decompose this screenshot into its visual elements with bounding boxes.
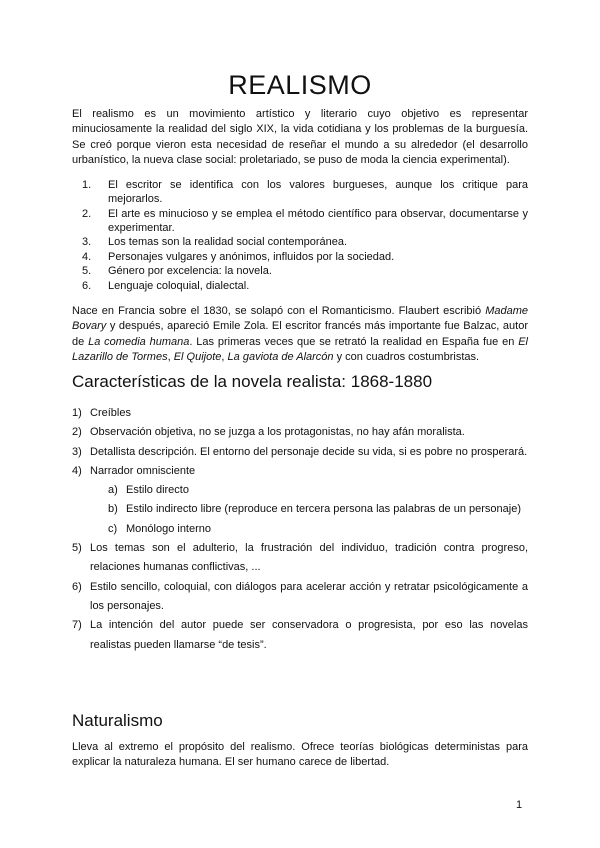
list-item-number: 3) [72,445,82,458]
list-item-number: 6) [72,580,82,593]
page-title: REALISMO [228,70,372,100]
list-item-number: 4) [72,464,82,477]
list-item-text: El arte es minucioso y se emplea el método científico para observar, documentarse y experimentar. [108,207,528,234]
list-item [72,616,528,655]
list-item [72,404,528,423]
sublist-item [90,500,528,519]
list-item [72,178,528,206]
origin-text: . Las primeras veces que se retrató la realidad en España fue en [189,335,519,348]
origin-text: , [221,351,228,364]
page-number: 1 [516,799,523,811]
sublist-item [90,520,528,539]
list-item-text: La intención del autor puede ser conservadora o progresista, por eso las novelas realistas pueden llamarse “de tesis”. [90,619,528,651]
sublist-item-letter: c) [108,522,118,535]
origin-text: , [167,351,174,364]
naturalismo-paragraph: Lleva al extremo el propósito del realismo. Ofrece teorías biológicas deterministas para explicar la naturaleza humana. El ser humano carece de libertad. [72,741,528,769]
sublist-item [90,481,528,500]
list-item [72,443,528,462]
sublist-item-letter: b) [108,503,118,516]
list-item-text: Los temas son la realidad social contemporánea. [108,236,348,248]
list-item-number: 1. [82,179,92,191]
list-item [72,279,528,293]
list-item [72,250,528,264]
narrator-styles-sublist [90,481,528,539]
section-heading-naturalismo: Naturalismo [72,711,163,730]
work-title-gaviota: La gaviota de Alarcón [227,351,334,364]
origin-text: y después, apareció Emile Zola. El escritor francés más importante fue Balzac, autor de [72,320,528,348]
list-item [72,578,528,617]
list-item-number: 5. [82,265,92,277]
origin-paragraph [72,304,528,366]
list-item [72,207,528,235]
list-item-number: 1) [72,407,82,419]
sublist-item-letter: a) [108,484,118,497]
novel-characteristics-list [72,404,528,655]
intro-paragraph: El realismo es un movimiento artístico y literario cuyo objetivo es representar minuciosamente la realidad del siglo XIX, la vida cotidiana y los problemas de la burguesía. Se creó porque vieron esta necesidad de reseñar el mundo a su alrededor (el desarrollo urbanístico, la nueva clase social: proletariado, se puso de moda la ciencia experimental). [72,108,528,167]
list-item-text: Género por excelencia: la novela. [108,265,272,277]
list-item-text: Observación objetiva, no se juzga a los protagonistas, no hay afán moralista. [90,426,465,439]
list-item [72,235,528,249]
origin-text: Nace en Francia sobre el 1830, se solapó con el Romanticismo. Flaubert escribió [72,305,486,317]
list-item-text: Personajes vulgares y anónimos, influidos por la sociedad. [108,250,395,263]
list-item-text: Narrador omnisciente [90,464,196,477]
work-title-lazarillo: El Lazarillo de Tormes [72,335,528,364]
list-item-text: El escritor se identifica con los valores burgueses, aunque los critique para mejorarlos. [108,179,528,205]
list-item-number: 2) [72,426,82,439]
section-heading-novela-realista: Características de la novela realista: 1868-1880 [72,372,433,391]
list-item-text: Creíbles [90,407,131,419]
sublist-item-text: Estilo indirecto libre (reproduce en tercera persona las palabras de un personaje) [126,503,522,516]
work-title-quijote: El Quijote [173,351,222,364]
list-item-number: 3. [82,236,92,248]
list-item [72,423,528,442]
list-item [72,462,528,539]
list-item [72,264,528,278]
list-item-text: Lenguaje coloquial, dialectal. [108,279,250,292]
work-title-comedia-humana: La comedia humana [88,335,190,348]
list-item-text: Estilo sencillo, coloquial, con diálogos para acelerar acción y retratar psicológicamente a los personajes. [90,580,528,612]
realism-features-list [72,178,528,293]
list-item-text: Detallista descripción. El entorno del personaje decide su vida, si es pobre no prosperará. [90,445,528,458]
origin-text: y con cuadros costumbristas. [333,351,480,364]
list-item-number: 4. [82,250,92,263]
list-item-text: Los temas son el adulterio, la frustración del individuo, tradición contra progreso, relaciones humanas conflictivas, ... [90,542,528,574]
work-title-madame-bovary: Madame Bovary [72,305,528,333]
list-item [72,539,528,578]
sublist-item-text: Monólogo interno [126,522,212,535]
sublist-item-text: Estilo directo [126,484,189,497]
list-item-number: 7) [72,619,82,632]
list-item-number: 6. [82,279,92,292]
list-item-number: 2. [82,207,92,220]
list-item-number: 5) [72,542,82,555]
